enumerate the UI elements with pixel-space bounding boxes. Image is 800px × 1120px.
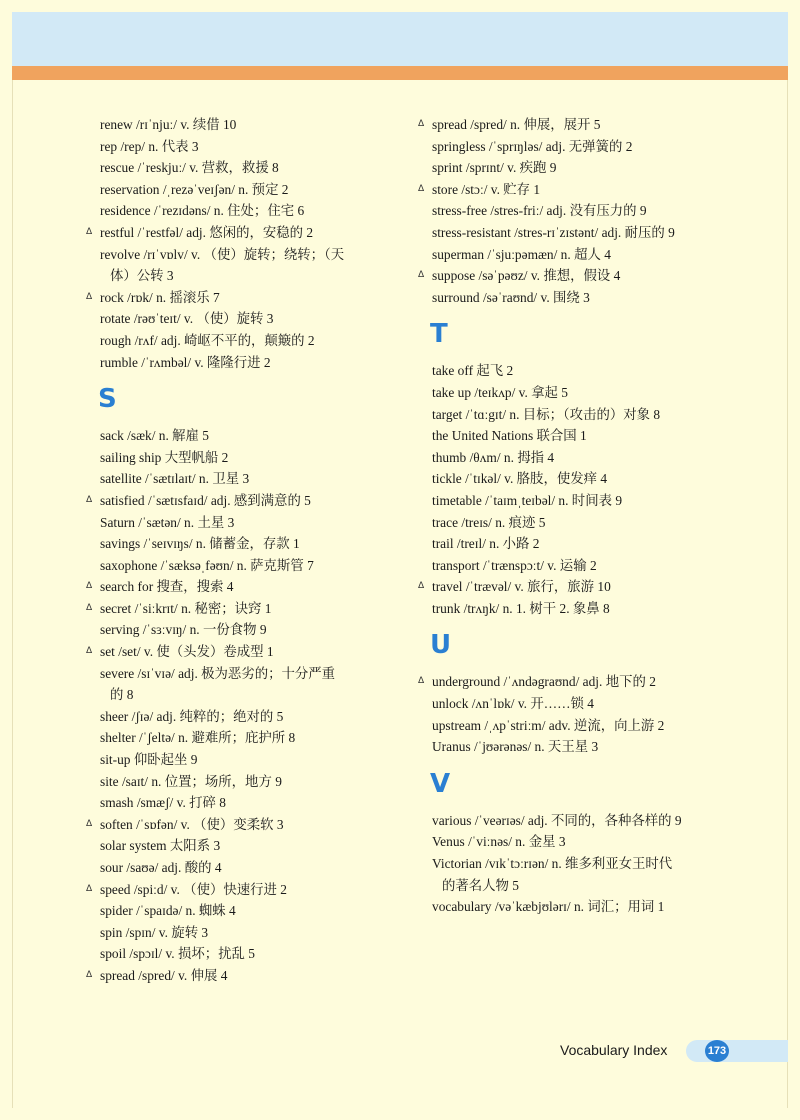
index-entry [86,943,386,965]
index-entry [86,114,386,136]
entry-text: solar system 太阳系 3 [100,838,221,854]
index-entry [86,512,386,534]
index-entry [86,922,386,944]
index-entry [418,287,718,309]
index-entry [86,468,386,490]
index-entry [86,835,386,857]
index-entry [418,468,718,490]
entry-text: upstream /ˌʌpˈstriːm/ adv. 逆流，向上游 2 [432,717,665,733]
entry-text: rotate /rəʊˈteɪt/ v. （使）旋转 3 [100,311,274,327]
index-entry [86,330,386,352]
entry-text: take up /teɪkʌp/ v. 拿起 5 [432,384,568,400]
index-entry [418,425,718,447]
entry-text: take off 起飞 2 [432,363,514,379]
index-entry [418,810,718,832]
index-entry [86,771,386,793]
index-entry [86,222,386,244]
index-entry [418,179,718,201]
index-entry [418,715,718,737]
index-entry [418,360,718,382]
entry-text: revolve /rɪˈvɒlv/ v. （使）旋转；绕转；（天 [100,246,345,262]
section-letter-heading: V [430,768,451,799]
index-entry [418,222,718,244]
page-number-tab [686,1040,788,1062]
entry-text: serving /ˈsɜːvɪŋ/ n. 一份食物 9 [100,622,267,638]
entry-text: sit-up 仰卧起坐 9 [100,752,198,768]
entry-text: spoil /spɔɪl/ v. 损坏；扰乱 5 [100,946,255,962]
index-entry [86,287,386,309]
index-entry [418,157,718,179]
index-entry [86,727,386,749]
index-entry [418,896,718,918]
entry-text: surround /səˈraʊnd/ v. 围绕 3 [432,289,590,305]
index-entry [418,555,718,577]
entry-text: shelter /ˈʃeltə/ n. 避难所；庇护所 8 [100,730,296,746]
index-entry [418,136,718,158]
new-word-marker-icon: Δ [86,602,93,613]
entry-text: trunk /trʌŋk/ n. 1. 树干 2. 象鼻 8 [432,600,610,616]
index-entry [418,265,718,287]
entry-text: set /set/ v. 使（头发）卷成型 1 [100,644,274,660]
index-entry [418,490,718,512]
entry-text: rumble /ˈrʌmbəl/ v. 隆隆行进 2 [100,354,271,370]
index-entry [418,244,718,266]
index-entry [86,490,386,512]
entry-text: restful /ˈrestfəl/ adj. 悠闲的，安稳的 2 [100,224,314,240]
new-word-marker-icon: Δ [86,969,93,980]
index-entry [86,200,386,222]
index-entry [86,706,386,728]
index-entry [86,749,386,771]
index-entry [418,382,718,404]
new-word-marker-icon: Δ [418,119,425,129]
index-entry [86,663,386,706]
new-word-marker-icon: Δ [418,581,425,592]
entry-text: residence /ˈrezɪdəns/ n. 住处；住宅 6 [100,203,305,219]
index-entry [86,157,386,179]
entry-text: spread /spred/ v. 伸展 4 [100,967,228,983]
index-entry [418,200,718,222]
index-entry [86,641,386,663]
entry-text: spread /spred/ n. 伸展，展开 5 [432,117,601,132]
index-entry [418,736,718,758]
entry-text: tickle /ˈtɪkəl/ v. 胳肢，使发痒 4 [432,471,608,487]
entry-text: trail /treɪl/ n. 小路 2 [432,536,540,552]
index-entry [86,576,386,598]
index-entry [86,814,386,836]
page-number-badge: 173 [705,1040,729,1062]
index-column-right [418,114,718,918]
entry-text: site /saɪt/ n. 位置；场所，地方 9 [100,773,282,789]
new-word-marker-icon: Δ [86,581,93,592]
entry-text: speed /spiːd/ v. （使）快速行进 2 [100,881,287,897]
new-word-marker-icon: Δ [418,183,425,194]
index-entry [86,136,386,158]
new-word-marker-icon: Δ [86,291,93,302]
index-entry [86,879,386,901]
entry-text: Saturn /ˈsætən/ n. 土星 3 [100,514,235,530]
index-column-left [86,114,386,987]
index-entry [86,425,386,447]
entry-text: satellite /ˈsætɪlaɪt/ n. 卫星 3 [100,471,250,487]
index-entry [418,853,718,896]
new-word-marker-icon: Δ [418,270,425,281]
index-entry [418,512,718,534]
new-word-marker-icon: Δ [86,494,93,505]
header-band [12,12,788,66]
entry-text: smash /smæʃ/ v. 打碎 8 [100,795,226,811]
index-entry [86,352,386,374]
index-entry [86,965,386,987]
new-word-marker-icon: Δ [86,883,93,894]
entry-text: secret /ˈsiːkrɪt/ n. 秘密；诀窍 1 [100,600,272,616]
entry-text: store /stɔː/ v. 贮存 1 [432,181,541,197]
entry-text: stress-resistant /stres-rɪˈzɪstənt/ adj. 耐压的 9 [432,224,675,240]
entry-text: vocabulary /vəˈkæbjʊlərɪ/ n. 词汇；用词 1 [432,899,665,915]
entry-text: the United Nations 联合国 1 [432,428,587,444]
entry-text: rock /rɒk/ n. 摇滚乐 7 [100,289,220,305]
index-entry [418,831,718,853]
header-rule [12,66,788,80]
entry-text: sailing ship 大型帆船 2 [100,449,229,465]
entry-text: spider /ˈspaɪdə/ n. 蜘蛛 4 [100,903,236,919]
index-entry [86,179,386,201]
new-word-marker-icon: Δ [86,818,93,829]
entry-text: rep /rep/ n. 代表 3 [100,138,199,154]
entry-continuation: 体）公转 3 [110,268,174,284]
entry-text: thumb /θʌm/ n. 拇指 4 [432,449,555,465]
section-letter-heading: T [430,319,448,350]
entry-text: saxophone /ˈsæksəˌfəʊn/ n. 萨克斯管 7 [100,557,314,573]
index-entry [86,792,386,814]
index-entry [86,555,386,577]
entry-text: reservation /ˌrezəˈveɪʃən/ n. 预定 2 [100,181,289,197]
entry-text: target /ˈtɑːgɪt/ n. 目标；（攻击的）对象 8 [432,406,661,422]
entry-text: unlock /ʌnˈlɒk/ v. 开……锁 4 [432,696,594,712]
entry-text: timetable /ˈtaɪmˌteɪbəl/ n. 时间表 9 [432,492,623,508]
index-entry [86,900,386,922]
footer-section-label: Vocabulary Index [560,1042,668,1058]
index-entry [418,404,718,426]
entry-text: soften /ˈsɒfən/ v. （使）变柔软 3 [100,816,284,832]
index-entry [418,447,718,469]
entry-text: springless /ˈsprɪŋləs/ adj. 无弹簧的 2 [432,138,633,154]
entry-text: satisfied /ˈsætɪsfaɪd/ adj. 感到满意的 5 [100,492,311,508]
entry-text: Venus /ˈviːnəs/ n. 金星 3 [432,834,566,850]
entry-text: superman /ˈsjuːpəmæn/ n. 超人 4 [432,246,611,262]
entry-text: Victorian /vɪkˈtɔːrɪən/ n. 维多利亚女王时代 [432,856,673,872]
entry-text: sprint /sprɪnt/ v. 疾跑 9 [432,160,557,176]
section-letter-heading: S [98,384,117,415]
index-entry [86,447,386,469]
entry-text: rescue /ˈreskjuː/ v. 营救，救援 8 [100,160,279,176]
index-entry [86,244,386,287]
index-entry [418,671,718,693]
entry-text: search for 搜查，搜索 4 [100,579,234,595]
section-letter-heading: U [430,630,452,661]
index-entry [86,308,386,330]
index-entry [418,576,718,598]
entry-text: severe /sɪˈvɪə/ adj. 极为恶劣的；十分严重 [100,665,336,681]
entry-text: sour /saʊə/ adj. 酸的 4 [100,860,222,875]
entry-text: transport /ˈtrænspɔːt/ v. 运输 2 [432,557,597,573]
index-entry [418,693,718,715]
entry-continuation: 的 8 [110,687,134,703]
index-entry [418,533,718,555]
entry-text: sheer /ʃɪə/ adj. 纯粹的；绝对的 5 [100,708,284,724]
index-entry [86,533,386,555]
index-entry [86,619,386,641]
entry-text: savings /ˈseɪvɪŋs/ n. 储蓄金，存款 1 [100,536,300,552]
entry-text: underground /ˈʌndəgraʊnd/ adj. 地下的 2 [432,674,656,690]
new-word-marker-icon: Δ [86,226,93,237]
index-entry [418,598,718,620]
entry-text: suppose /səˈpəʊz/ v. 推想，假设 4 [432,268,621,284]
entry-text: spin /spɪn/ v. 旋转 3 [100,924,209,940]
entry-text: Uranus /ˈjʊərənəs/ n. 天王星 3 [432,739,599,755]
entry-text: rough /rʌf/ adj. 崎岖不平的，颠簸的 2 [100,332,315,348]
new-word-marker-icon: Δ [418,676,425,687]
index-entry [86,598,386,620]
entry-text: trace /treɪs/ n. 痕迹 5 [432,514,546,530]
index-entry [418,114,718,136]
entry-text: renew /rɪˈnjuː/ v. 续借 10 [100,117,237,132]
entry-continuation: 的著名人物 5 [442,877,519,893]
new-word-marker-icon: Δ [86,646,93,657]
entry-text: travel /ˈtrævəl/ v. 旅行，旅游 10 [432,579,611,595]
entry-text: stress-free /stres-friː/ adj. 没有压力的 9 [432,203,647,219]
entry-text: sack /sæk/ n. 解雇 5 [100,428,209,444]
index-entry [86,857,386,879]
entry-text: various /ˈveərɪəs/ adj. 不同的，各种各样的 9 [432,812,682,828]
